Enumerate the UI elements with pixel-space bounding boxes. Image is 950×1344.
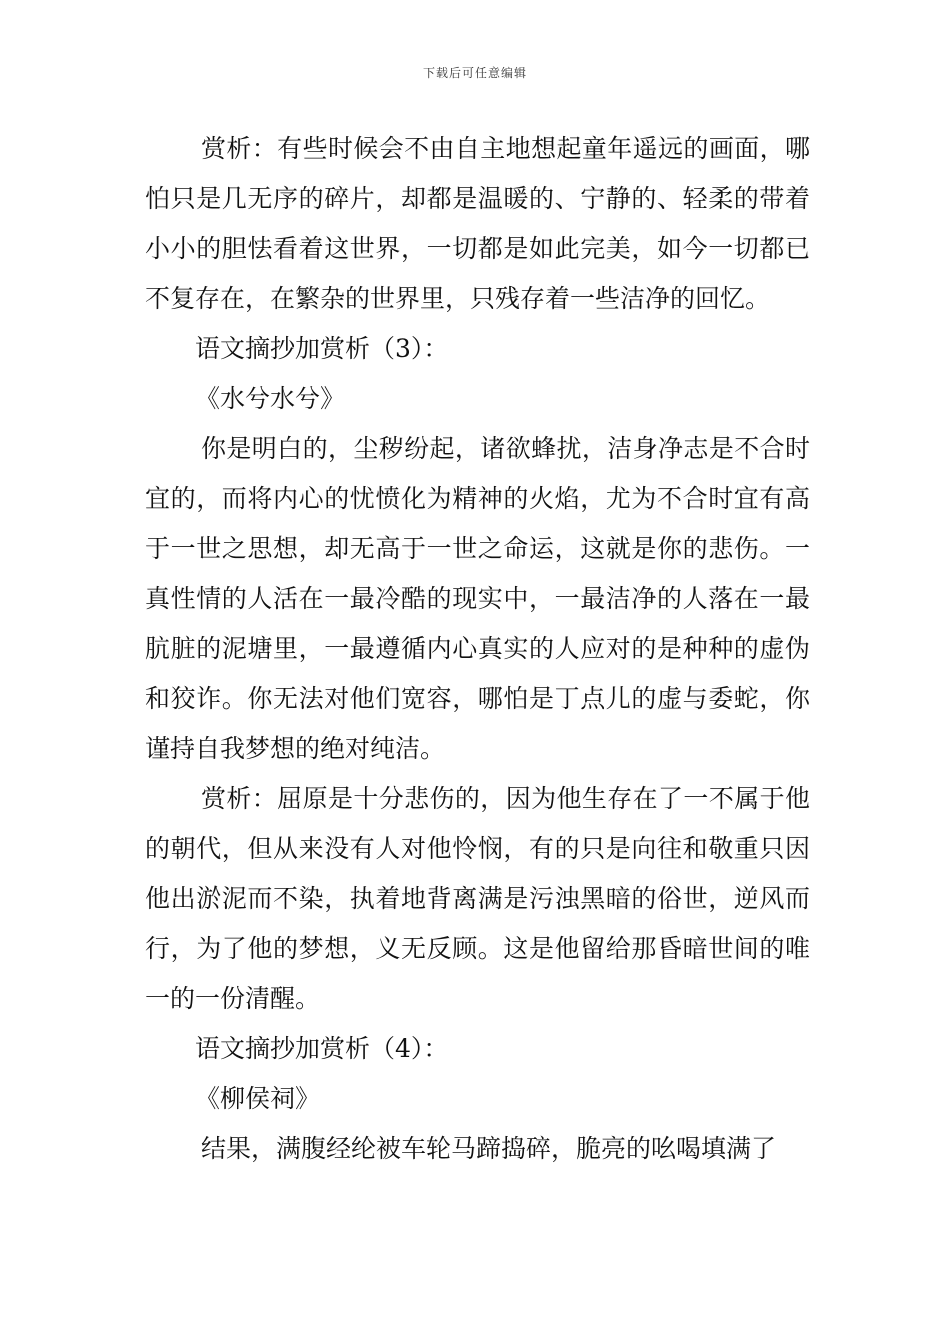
section-heading: 语文摘抄加赏析（4）：: [195, 1034, 449, 1063]
analysis-paragraph: 赏析：有些时候会不由自主地想起童年遥远的画面，哪怕只是几无序的碎片，却都是温暖的、宁静的、轻柔的带着小小的胆怯看着这世界，一切都是如此完美，如今一切都已不复存在，在繁杂的世界里，只残存着一些洁净的回忆。: [145, 134, 810, 313]
section-heading: 语文摘抄加赏析（3）：: [195, 334, 449, 363]
document-body: [145, 124, 810, 1174]
page-header: 下载后可任意编辑: [422, 66, 527, 80]
analysis-paragraph: 赏析：屈原是十分悲伤的，因为他生存在了一不属于他的朝代，但从来没有人对他怜悯，有的只是向往和敬重只因他出淤泥而不染，执着地背离满是污浊黑暗的俗世，逆风而行，为了他的梦想，义无反顾。这是他留给那昏暗世间的唯一的一份清醒。: [145, 784, 810, 1013]
excerpt-paragraph: 你是明白的，尘秽纷起，诸欲蜂扰，洁身净志是不合时宜的，而将内心的忧愤化为精神的火焰，尤为不合时宜有高于一世之思想，却无高于一世之命运，这就是你的悲伤。一真性情的人活在一最冷酷的现实中，一最洁净的人落在一最肮脏的泥塘里，一最遵循内心真实的人应对的是种种的虚伪和狡诈。你无法对他们宽容，哪怕是丁点儿的虚与委蛇，你谨持自我梦想的绝对纯洁。: [145, 434, 810, 763]
article-title: 《水兮水兮》: [195, 384, 346, 413]
article-title: 《柳侯祠》: [195, 1084, 321, 1113]
excerpt-paragraph: 结果，满腹经纶被车轮马蹄捣碎，脆亮的吆喝填满了: [201, 1134, 777, 1163]
